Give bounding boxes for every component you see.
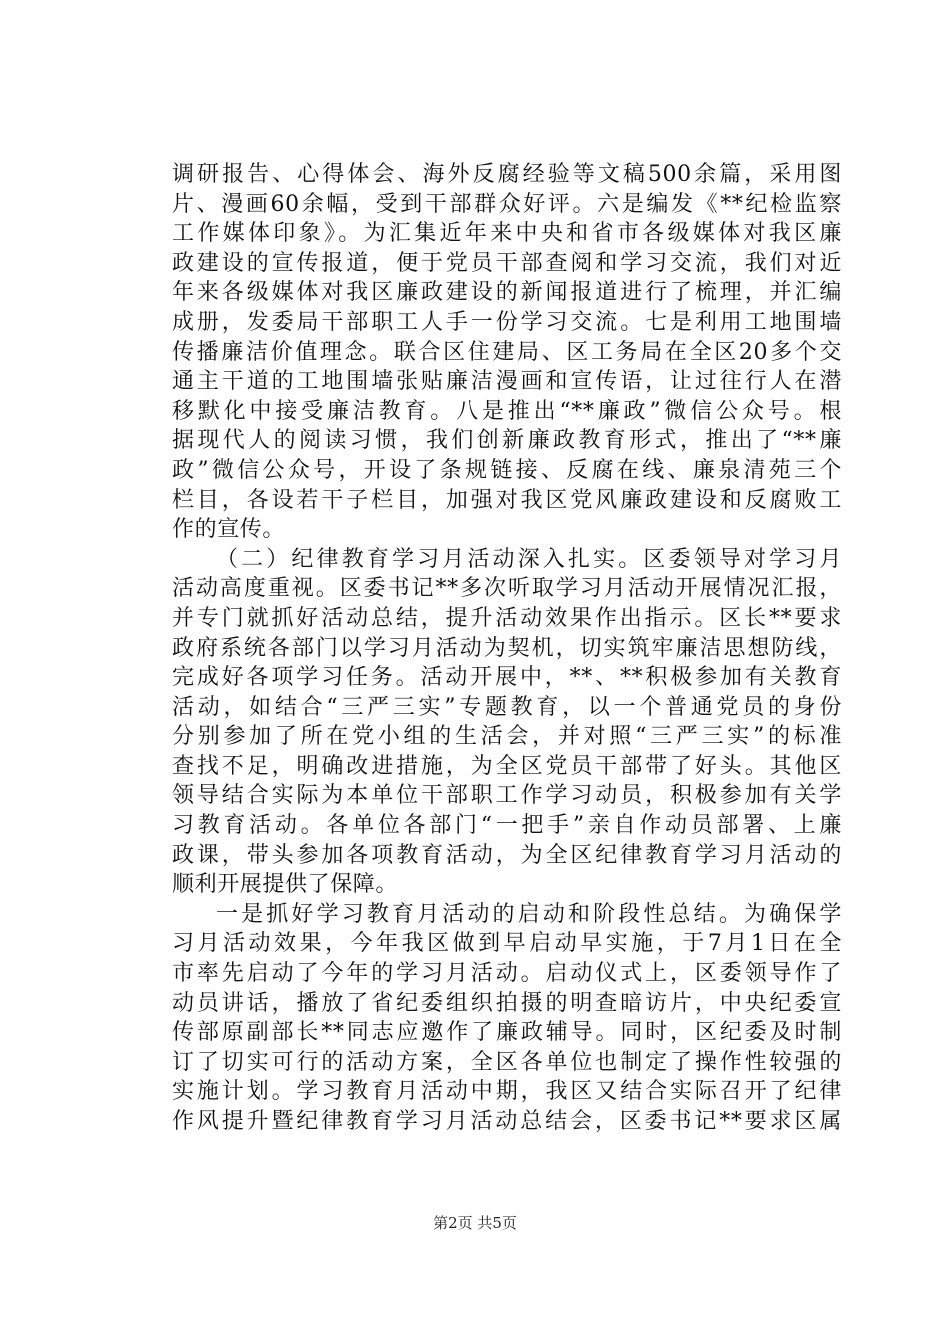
text-line: 作的宣传。 <box>172 517 286 543</box>
paragraph-start-line: 一是抓好学习教育月活动的启动和阶段性总结。为确保学 <box>216 901 842 927</box>
page-number-footer: 第2页 共5页 <box>433 1214 517 1232</box>
text-line: 成册，发委局干部职工人手一份学习交流。七是利用工地围墙 <box>172 309 842 335</box>
text-line: 政建设的宣传报道，便于党员干部查阅和学习交流，我们对近 <box>172 250 842 276</box>
text-line: 分别参加了所在党小组的生活会，并对照“三严三实”的标准 <box>172 724 842 750</box>
text-line: 移默化中接受廉洁教育。八是推出“**廉政”微信公众号。根 <box>172 398 842 424</box>
text-line: 完成好各项学习任务。活动开展中，**、**积极参加有关教育 <box>172 665 842 691</box>
text-line: 政课，带头参加各项教育活动，为全区纪律教育学习月活动的 <box>172 842 842 868</box>
text-line: 查找不足，明确改进措施，为全区党员干部带了好头。其他区 <box>172 753 842 779</box>
text-line: 活动，如结合“三严三实”专题教育，以一个普通党员的身份 <box>172 694 842 720</box>
paragraph-start-line: （二）纪律教育学习月活动深入扎实。区委领导对学习月 <box>216 546 842 572</box>
text-line: 习月活动效果，今年我区做到早启动早实施，于7月1日在全 <box>172 931 842 957</box>
text-line: 传播廉洁价值理念。联合区住建局、区工务局在全区20多个交 <box>172 339 842 365</box>
text-line: 活动高度重视。区委书记**多次听取学习月活动开展情况汇报， <box>172 576 842 602</box>
text-line: 顺利开展提供了保障。 <box>172 872 399 898</box>
text-line: 年来各级媒体对我区廉政建设的新闻报道进行了梳理，并汇编 <box>172 280 842 306</box>
text-line: 通主干道的工地围墙张贴廉洁漫画和宣传语，让过往行人在潜 <box>172 369 842 395</box>
text-line: 政府系统各部门以学习月活动为契机，切实筑牢廉洁思想防线， <box>172 635 842 661</box>
document-body <box>172 160 842 1137</box>
text-line: 作风提升暨纪律教育学习月活动总结会，区委书记**要求区属 <box>172 1109 842 1134</box>
text-line: 实施计划。学习教育月活动中期，我区又结合实际召开了纪律 <box>172 1079 842 1105</box>
text-line: 动员讲话，播放了省纪委组织拍摄的明查暗访片，中央纪委宣 <box>172 990 842 1016</box>
text-line: 并专门就抓好活动总结，提升活动效果作出指示。区长**要求 <box>172 605 842 631</box>
text-line: 据现代人的阅读习惯，我们创新廉政教育形式，推出了“**廉 <box>172 428 842 454</box>
text-line: 领导结合实际为本单位干部职工作学习动员，积极参加有关学 <box>172 783 842 809</box>
text-line: 工作媒体印象》。为汇集近年来中央和省市各级媒体对我区廉 <box>172 221 842 247</box>
text-line: 政”微信公众号，开设了条规链接、反腐在线、廉泉清苑三个 <box>172 457 842 483</box>
text-line: 订了切实可行的活动方案，全区各单位也制定了操作性较强的 <box>172 1049 842 1075</box>
text-line: 市率先启动了今年的学习月活动。启动仪式上，区委领导作了 <box>172 961 842 987</box>
text-line: 传部原副部长**同志应邀作了廉政辅导。同时，区纪委及时制 <box>172 1020 842 1046</box>
text-line: 片、漫画60余幅，受到干部群众好评。六是编发《**纪检监察 <box>172 191 842 217</box>
text-line: 栏目，各设若干子栏目，加强对我区党风廉政建设和反腐败工 <box>172 487 842 513</box>
text-line: 习教育活动。各单位各部门“一把手”亲自作动员部署、上廉 <box>172 813 842 839</box>
text-line: 调研报告、心得体会、海外反腐经验等文稿500余篇，采用图 <box>172 162 842 187</box>
